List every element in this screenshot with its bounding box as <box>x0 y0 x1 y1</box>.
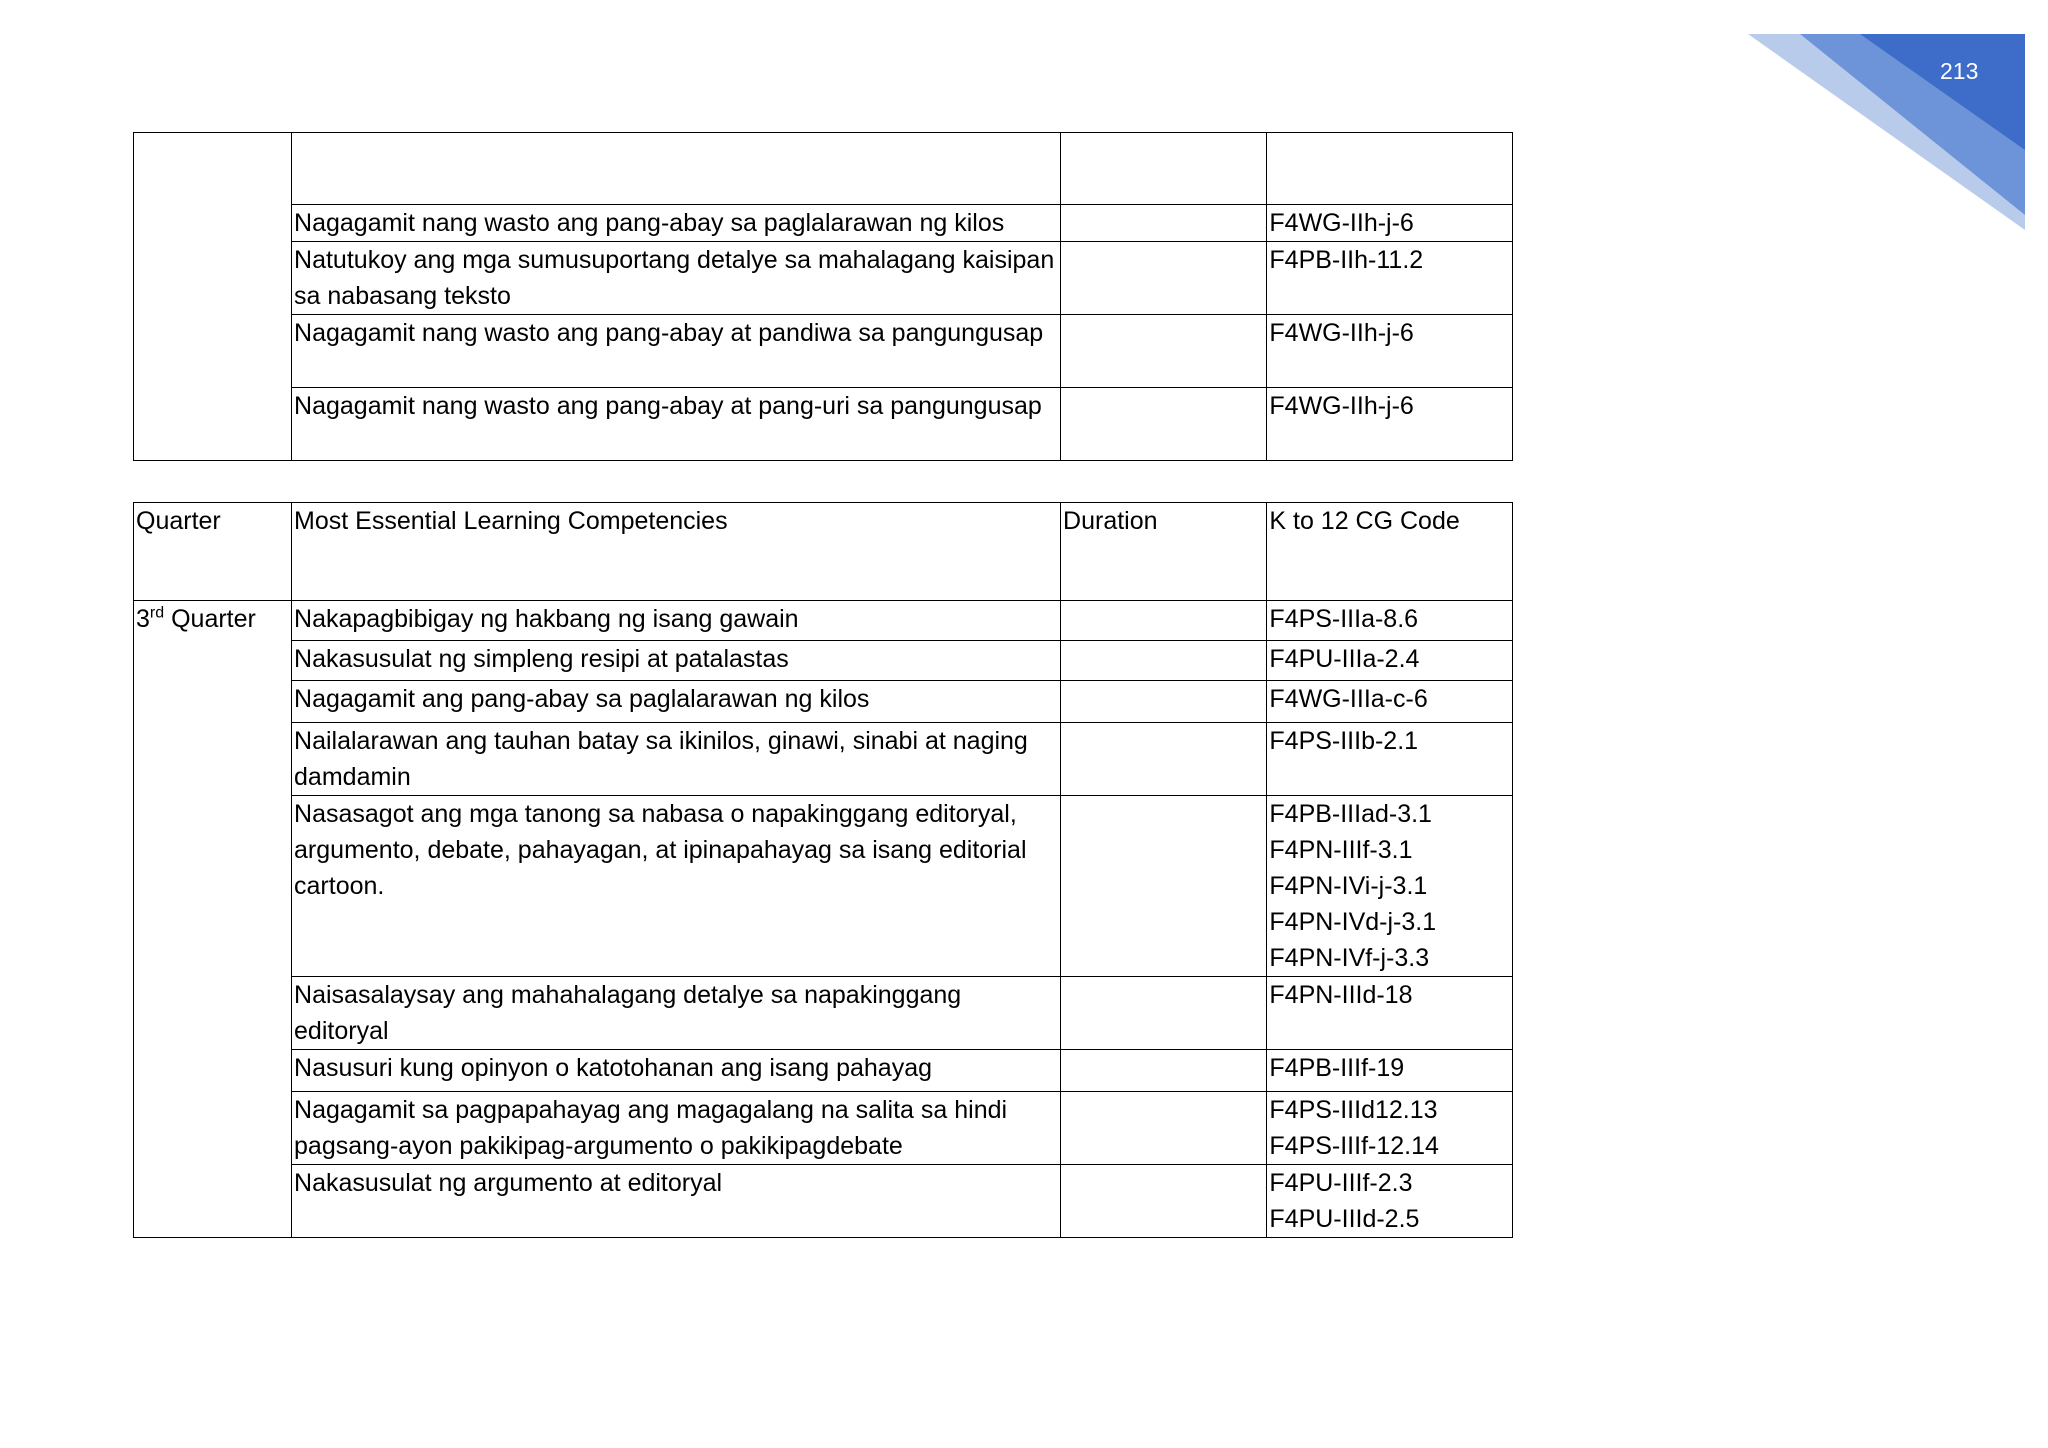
code-cell: F4WG-IIh-j-6 <box>1267 388 1513 461</box>
table-row <box>134 601 1513 641</box>
table-row <box>134 796 1513 977</box>
code-line: F4PS-IIId12.13 <box>1269 1096 1438 1124</box>
code-cell: F4WG-IIh-j-6 <box>1267 315 1513 388</box>
melc-table <box>133 502 1513 1238</box>
table-row <box>134 1050 1513 1092</box>
code-cell <box>1267 977 1513 1050</box>
code-cell <box>1267 1165 1513 1238</box>
duration-cell <box>1061 315 1267 388</box>
table-row <box>134 388 1513 461</box>
code-cell <box>1267 601 1513 641</box>
code-cell <box>1267 1050 1513 1092</box>
table-row <box>134 242 1513 315</box>
competency-cell: Nagagamit ang pang-abay sa paglalarawan ng kilos <box>292 681 1061 723</box>
competency-cell: Nasusuri kung opinyon o katotohanan ang isang pahayag <box>292 1050 1061 1092</box>
duration-cell <box>1061 388 1267 461</box>
quarter-suffix: rd <box>149 604 165 622</box>
code-cell <box>1267 133 1513 205</box>
competency-cell <box>292 133 1061 205</box>
header-duration: Duration <box>1061 503 1267 601</box>
duration-cell <box>1061 1050 1267 1092</box>
table-row <box>134 315 1513 388</box>
code-cell <box>1267 641 1513 681</box>
duration-cell <box>1061 977 1267 1050</box>
table-row <box>134 681 1513 723</box>
competency-cell: Nagagamit nang wasto ang pang-abay at pang-uri sa pangungusap <box>292 388 1061 461</box>
code-line: F4WG-IIIa-c-6 <box>1269 685 1428 713</box>
code-cell: F4WG-IIh-j-6 <box>1267 205 1513 242</box>
quarter-number: 3 <box>136 605 150 633</box>
competency-cell: Natutukoy ang mga sumusuportang detalye sa mahalagang kaisipan sa nabasang teksto <box>292 242 1061 315</box>
code-cell <box>1267 1092 1513 1165</box>
duration-cell <box>1061 1165 1267 1238</box>
code-cell <box>1267 681 1513 723</box>
duration-cell <box>1061 723 1267 796</box>
table-row <box>134 977 1513 1050</box>
code-line: F4PS-IIIb-2.1 <box>1269 727 1419 755</box>
duration-cell <box>1061 242 1267 315</box>
continued-competency-table <box>133 132 1513 461</box>
code-line: F4PN-IVi-j-3.1 <box>1269 872 1428 900</box>
duration-cell <box>1061 601 1267 641</box>
code-line: F4PU-IIId-2.5 <box>1269 1205 1420 1233</box>
competency-cell: Nagagamit nang wasto ang pang-abay sa paglalarawan ng kilos <box>292 205 1061 242</box>
duration-cell <box>1061 681 1267 723</box>
competency-cell: Nakasusulat ng simpleng resipi at patalastas <box>292 641 1061 681</box>
quarter-cell-empty <box>134 133 292 461</box>
competency-cell: Naisasalaysay ang mahahalagang detalye sa napakinggang editoryal <box>292 977 1061 1050</box>
page-number: 213 <box>1940 58 1979 84</box>
duration-cell <box>1061 1092 1267 1165</box>
table-row <box>134 723 1513 796</box>
competency-cell: Nagagamit sa pagpapahayag ang magagalang na salita sa hindi pagsang-ayon pakikipag-argumento o pakikipagdebate <box>292 1092 1061 1165</box>
table-row <box>134 1165 1513 1238</box>
header-quarter: Quarter <box>134 503 292 601</box>
code-line: F4PN-IVd-j-3.1 <box>1269 908 1437 936</box>
code-line: F4PB-IIIad-3.1 <box>1269 800 1432 828</box>
competency-cell: Nasasagot ang mga tanong sa nabasa o napakinggang editoryal, argumento, debate, pahayagan, at ipinapahayag sa isang editorial cartoon. <box>292 796 1061 977</box>
code-line: F4PB-IIIf-19 <box>1269 1054 1405 1082</box>
code-cell <box>1267 796 1513 977</box>
table-row <box>134 133 1513 205</box>
duration-cell <box>1061 133 1267 205</box>
code-line: F4PN-IIId-18 <box>1269 981 1413 1009</box>
duration-cell <box>1061 205 1267 242</box>
table-row <box>134 1092 1513 1165</box>
competency-cell: Nagagamit nang wasto ang pang-abay at pandiwa sa pangungusap <box>292 315 1061 388</box>
code-line: F4PU-IIIf-2.3 <box>1269 1169 1413 1197</box>
code-line: F4PS-IIIa-8.6 <box>1269 605 1419 633</box>
table-header-row <box>134 503 1513 601</box>
competency-cell: Nakapagbibigay ng hakbang ng isang gawain <box>292 601 1061 641</box>
code-cell <box>1267 723 1513 796</box>
competency-cell: Nakasusulat ng argumento at editoryal <box>292 1165 1061 1238</box>
code-line: F4PN-IVf-j-3.3 <box>1269 944 1430 972</box>
quarter-label-cell <box>134 601 292 1238</box>
table-row <box>134 205 1513 242</box>
code-line: F4PN-IIIf-3.1 <box>1269 836 1413 864</box>
duration-cell <box>1061 796 1267 977</box>
quarter-word: Quarter <box>171 605 256 633</box>
code-line: F4PS-IIIf-12.14 <box>1269 1132 1439 1160</box>
header-competencies: Most Essential Learning Competencies <box>292 503 1061 601</box>
header-code: K to 12 CG Code <box>1267 503 1513 601</box>
table-row <box>134 641 1513 681</box>
code-cell: F4PB-IIh-11.2 <box>1267 242 1513 315</box>
code-line: F4PU-IIIa-2.4 <box>1269 645 1420 673</box>
duration-cell <box>1061 641 1267 681</box>
competency-cell: Nailalarawan ang tauhan batay sa ikinilos, ginawi, sinabi at naging damdamin <box>292 723 1061 796</box>
